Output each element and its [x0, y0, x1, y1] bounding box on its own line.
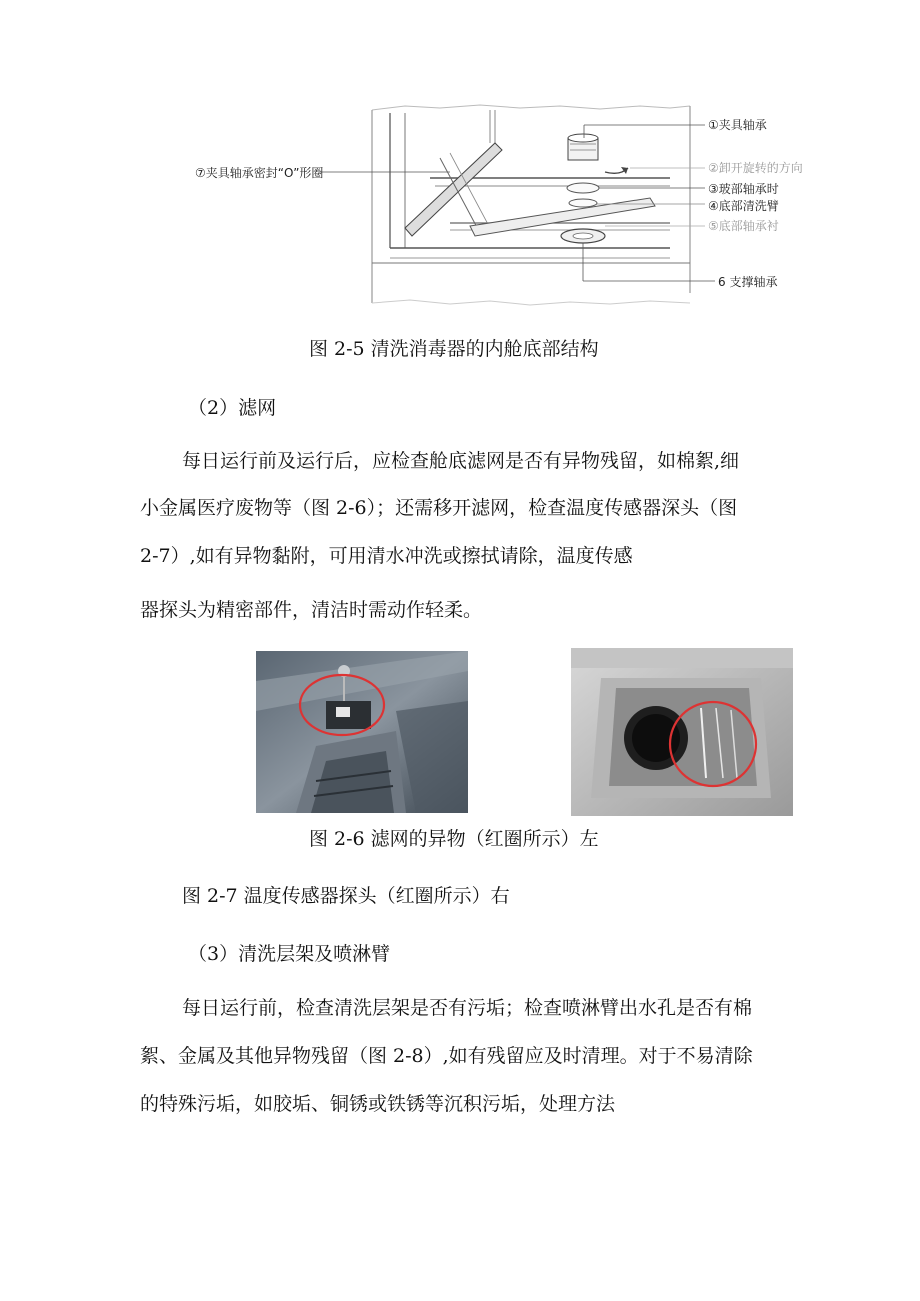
section-3-paragraph-line-1: 每日运行前，检查清洗层架是否有污垢；检查喷淋臂出水孔是否有棉 — [182, 997, 753, 1019]
callout-bottom-bearing-bush: ⑤底部轴承衬 — [708, 219, 779, 233]
section-2-paragraph-line-4: 器探头为精密部件，清洁时需动作轻柔。 — [140, 599, 483, 621]
temperature-probe-photo — [571, 648, 793, 816]
section-2-paragraph-line-2: 小金属医疗废物等（图 2-6）；还需移开滤网，检查温度传感器深头（图 — [140, 497, 738, 519]
callout-clamp-bearing: ①夹具轴承 — [708, 118, 767, 132]
callout-rotation-direction: ②卸开旋转的方向 — [708, 161, 803, 175]
figure-2-5-caption: 图 2-5 清洗消毒器的内舱底部结构 — [309, 338, 599, 360]
section-2-paragraph-line-1: 每日运行前及运行后，应检查舱底滤网是否有异物残留，如棉絮,细 — [182, 450, 740, 472]
filter-debris-photo — [256, 651, 468, 813]
section-3-paragraph-line-3: 的特殊污垢，如胶垢、铜锈或铁锈等沉积污垢，处理方法 — [140, 1093, 616, 1115]
figure-2-7-caption: 图 2-7 温度传感器探头（红圈所示）右 — [182, 885, 510, 907]
callout-bearing-sleeve: ③玻部轴承时 — [708, 182, 779, 196]
callout-support-bearing: 6 支撑轴承 — [718, 275, 778, 289]
callout-o-ring-seal: ⑦夹具轴承密封“O”形圈 — [195, 166, 324, 180]
section-3-heading: （3）清洗层架及喷淋臂 — [188, 943, 391, 965]
section-2-paragraph-line-3: 2-7）,如有异物黏附，可用清水冲洗或擦拭请除，温度传感 — [140, 545, 633, 567]
section-2-heading: （2）滤网 — [188, 397, 277, 419]
callout-bottom-spray-arm: ④底部清洗臂 — [708, 199, 779, 213]
figure-2-6-caption: 图 2-6 滤网的异物（红圈所示）左 — [309, 828, 599, 850]
section-3-paragraph-line-2: 絮、金属及其他异物残留（图 2-8）,如有残留应及时清理。对于不易清除 — [140, 1045, 753, 1067]
